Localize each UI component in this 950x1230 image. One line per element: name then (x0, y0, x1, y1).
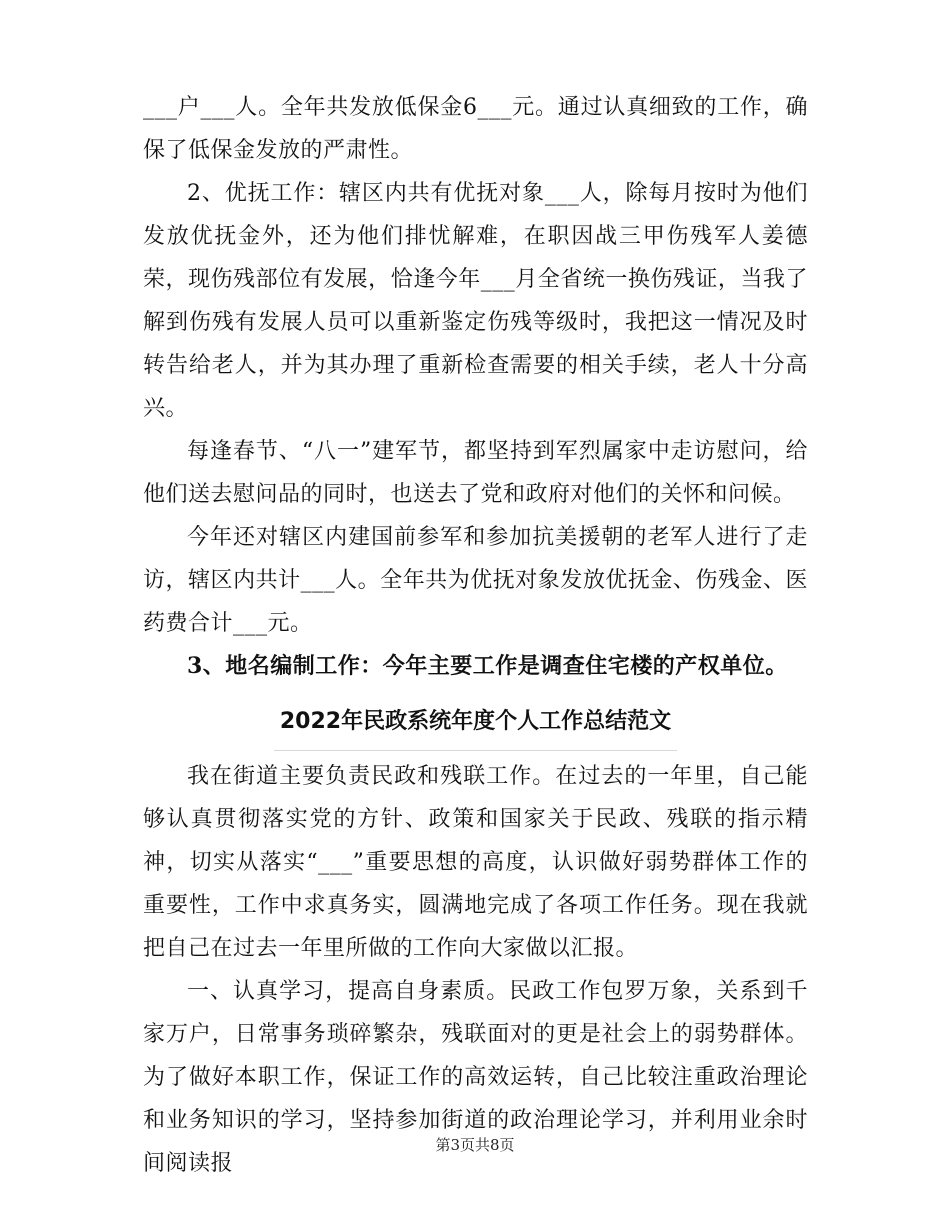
paragraph-festival-visits: 每逢春节、“八一”建军节，都坚持到军烈属家中走访慰问，给他们送去慰问品的同时，也送去了党和政府对他们的关怀和问候。 (143, 439, 808, 507)
paragraph-place-naming: 3、地名编制工作：今年主要工作是调查住宅楼的产权单位。 (187, 653, 788, 679)
paragraph-intro: 我在街道主要负责民政和残联工作。在过去的一年里，自己能够认真贯彻落实党的方针、政策和国家关于民政、残联的指示精神，切实从落实“___”重要思想的高度，认识做好弱势群体工作的重要性，工作中求真务实，圆满地完成了各项工作任务。现在我就把自己在过去一年里所做的工作向大家做以汇报。 (143, 764, 808, 961)
page-footer: 第3页共8页 (435, 1136, 515, 1154)
section-title (143, 694, 808, 751)
document-body (143, 86, 808, 1185)
paragraph-continuation: ___户___人。全年共发放低保金6___元。通过认真细致的工作，确保了低保金发放的严肃性。 (143, 95, 808, 163)
section-title-text: 2022年民政系统年度个人工作总结范文 (274, 694, 677, 751)
paragraph-study: 一、认真学习，提高自身素质。民政工作包罗万象，关系到千家万户，日常事务琐碎繁杂，残联面对的更是社会上的弱势群体。为了做好本职工作，保证工作的高效运转，自己比较注重政治理论和业务知识的学习，坚持参加街道的政治理论学习，并利用业余时间阅读报 (143, 979, 808, 1176)
paragraph-veteran-visits: 今年还对辖区内建国前参军和参加抗美援朝的老军人进行了走访，辖区内共计___人。全年共为优抚对象发放优抚金、伤残金、医药费合计___元。 (143, 525, 808, 636)
paragraph-preferential-care: 2、优抚工作：辖区内共有优抚对象___人，除每月按时为他们发放优抚金外，还为他们排忧解难，在职因战三甲伤残军人姜德荣，现伤残部位有发展，恰逢今年___月全省统一换伤残证，当我了解到伤残有发展人员可以重新鉴定伤残等级时，我把这一情况及时转告给老人，并为其办理了重新检查需要的相关手续，老人十分高兴。 (143, 181, 808, 421)
